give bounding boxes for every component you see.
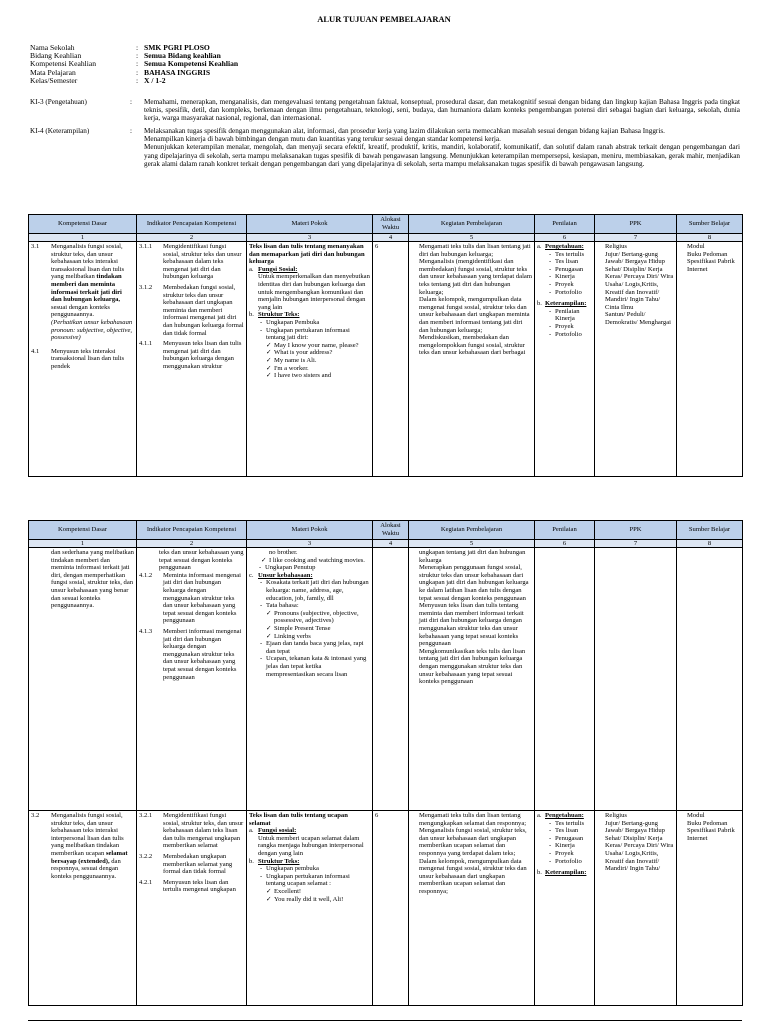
column-number: 8 [677,540,743,548]
kd-number: 3.1 [31,243,40,250]
material-cell [249,812,370,1004]
column-number: 7 [595,234,677,242]
indicator-number: 3.2.2 [139,852,153,860]
example-item: ✓ May I know your name, please? [274,342,370,350]
indicator-text: Meminta informasi mengenai jati diri dan hubungan keluarga dengan menggunakan struktur teks dan unsur kebahasaan yang tepat sesuai dengan konteks penggunaan [163,571,242,625]
activity-item: • Mengamati teks tulis dan lisan tentang jati diri dan hubungan keluarga; [419,243,532,258]
indicator-cell [139,549,244,809]
assessment-item: - Kinerja [555,273,592,281]
indicator-text: Membedakan fungsi sosial, struktur teks dan unsur kebahasaan dari ungkapan meminta dan memberi informasi mengenai jati diri dan hubungan keluarga formal dan tidak formal [163,283,244,337]
ppk-item: • Santun/ Peduli/ Demokratis/ Menghargai [605,311,674,326]
activity-text: ungkapan tentang jati diri dan hubungan keluarga [419,549,526,564]
ki3-row [30,98,740,123]
column-number: 1 [29,540,137,548]
example-item: ✓ Pronouns (subjective, objective, possessive, adjectives) [274,610,370,625]
column-header: Alokasi Waktu [373,521,409,540]
material-heading: Struktur Teks: [258,857,300,865]
assessment-cell [537,549,592,809]
list-marker: a. [249,265,254,273]
column-header: Indikator Pencapaian Kompetensi [137,215,247,234]
example-item: ✓ I'm a worker. [274,365,370,373]
syllabus-table-1 [28,214,743,477]
column-number: 1 [29,234,137,242]
assessment-item: - Proyek [555,850,592,858]
kd-note: (Perhatikan unsur kebahasaan pronoun: subjective, objective, possessive) [51,318,133,342]
source-item: • Buku Pedoman Spesifikasi Pabrik [687,820,740,835]
indicator-text: Mengidentifikasi fungsi sosial, struktur teks, dan unsur kebahasaan dalam teks lisan dan tulis mengenai ungkapan memberikan selamat [163,812,244,850]
ki3-label: KI-3 (Pengetahuan) [30,98,87,106]
material-item: - Ungkapan pertukaran informasi tentang jati diri: [266,327,370,342]
column-number: 8 [677,234,743,242]
column-header: Penilaian [535,521,595,540]
ppk-item: • Religius [605,812,674,820]
ki4-row [30,127,740,168]
assessment-item: - Portofolio [555,331,592,339]
identity-block [30,44,238,85]
activity-item: • Menerapkan penggunaan fungsi sosial, struktur teks dan unsur kebahasaan dari ungkapan jati diri dan hubungan keluarga ke dalam latihan lisan dan tulis dengan tepat sesuai dengan konteks penggunaan [419,564,532,602]
info-label: Kelas/Semester [30,75,78,85]
indicator-item [139,572,244,625]
indicator-item [139,284,244,337]
column-header: Penilaian [535,215,595,234]
activity-item: • Mengkomunikasikan teks tulis dan lisan tentang jati diri dan hubungan keluarga dengan menggunakan struktur teks dan unsur kebahasaan yang tepat sesuai konteks penggunaan [419,648,532,686]
colon: : [130,127,132,135]
ki4-text-3: Menunjukkan keterampilan menalar, mengolah, dan menyaji secara efektif, kreatif, produktif, kritis, mandiri, kolaboratif, komunikatif, dan solutif dalam ranah abstrak terkait dengan pengembangan dari yang dipelajarinya di sekolah, serta mampu melaksanakan tugas spesifik di bawah pengawasan langsung. Menunjukkan keterampilan mempersepsi, kesiapan, meniru, membiasakan, gerak mahir, menjadikan gerak alami dalam ranah konkret terkait dengan pengembangan dari yang dipelajarinya di sekolah, serta mampu melaksanakan tugas spesifik di bawah pengawasan langsung. [144,143,740,168]
header-row [29,521,743,540]
kd-text-bold: tindakan memberi dan meminta informasi terkait jati diri dan hubungan keluarga, [51,273,122,304]
column-number: 7 [595,540,677,548]
material-cell [249,243,370,475]
indicator-cell [139,243,244,475]
source-item: • Buku Pedoman Spesifikasi Pabrik [687,251,740,266]
assessment-item: - Portofolio [555,289,592,297]
kd-text: Menganalisis fungsi sosial, struktur teks, dan unsur kebahasaan teks interaksi transaksional lisan dan tulis yang melibatkan [51,243,125,281]
activity-item: • Menyusun teks lisan dan tulis tentang meminta dan memberi informasi terkait jati diri dan hubungan keluarga dengan menggunakan struktur teks dan unsur kebahasaan yang tepat sesuai konteks penggunaan [419,602,532,648]
example-item: ✓ Excellent! [274,888,370,896]
indicator-number: 4.2.1 [139,878,153,886]
assessment-item: - Portofolio [555,858,592,866]
column-header: Sumber Belajar [677,215,743,234]
column-number: 6 [535,234,595,242]
kd-cell [31,243,134,475]
material-text: no brother. [269,549,298,556]
list-marker: a. [537,243,542,250]
kd-number: 3.2 [31,812,40,819]
ppk-item: • Jujur/ Bertang-gung Jawab/ Bergaya Hidup Sehat/ Disiplin/ Kerja Keras/ Percaya Diri/ Wira Usaha/ Logis,Kritis, Kreatif dan Inovatif/ Mandiri/ Ingin Tahu/ [605,820,674,873]
kd-cell [31,812,134,1004]
number-row [29,540,743,548]
kd-cell: dan sederhana yang melibatkan tindakan memberi dan meminta informasi terkait jati diri, dengan memperhatikan fungsi sosial, struktur teks, dan unsur kebahasaan yang benar dan sesuai konteks penggunaannya. [51,549,134,610]
indicator-item [139,812,244,850]
assessment-item: - Tes lisan [555,827,592,835]
info-row [30,77,238,85]
ki4-text-2: Menampilkan kinerja di bawah bimbingan dengan mutu dan kuantitas yang terukur sesuai dengan standar kompetensi kerja. [144,135,501,144]
ppk-cell [597,812,674,1004]
activity-cell [411,812,532,1004]
ki4-text-1: Melaksanakan tugas spesifik dengan menggunakan alat, informasi, dan prosedur kerja yang lazim dilakukan serta memecahkan masalah sesuai dengan bidang kajian Bahasa Inggris. [144,127,665,135]
column-header: PPK [595,215,677,234]
indicator-text: Menyusun teks lisan dan tulis mengenai jati diri dan hubungan keluarga dengan menggunakan struktur [163,340,242,370]
indicator-number: 4.1.2 [139,571,153,579]
list-marker: b. [537,300,542,308]
list-marker: b. [249,857,254,865]
assessment-item: - Penugasan [555,835,592,843]
info-label: Nama Sekolah [30,43,75,52]
info-value: SMK PGRI PLOSO [144,43,210,52]
column-number: 3 [247,234,373,242]
info-value: Semua Kompetensi Keahlian [144,59,239,69]
assessment-item: - Proyek [555,281,592,289]
column-header: Materi Pokok [247,215,373,234]
assessment-item: - Penugasan [555,266,592,274]
indicator-number: 3.1.2 [139,283,153,291]
indicator-text: Memberi informasi mengenai jati diri dan hubungan keluarga dengan menggunakan struktur teks dan unsur kebahasaan yang tepat sesuai dengan konteks penggunaan [163,627,242,681]
activity-item: • Mengamati teks tulis dan lisan tentang mengungkapkan selamat dan responnya; [419,812,532,827]
colon: : [135,51,139,61]
material-item: - Ucapan, tekanan kata & intonasi yang jelas dan tepat ketika mempresentasikan secara lisan [266,655,370,678]
colon: : [135,75,139,85]
header-row [29,215,743,234]
material-item: - Ejaan dan tanda baca yang jelas, rapi dan tepat [266,640,370,655]
column-header: Alokasi Waktu [373,215,409,234]
indicator-item [139,879,244,894]
column-header: Kompetensi Dasar [29,215,137,234]
material-item: - Ungkapan pertukaran informasi tentang ucapan selamat : [266,873,370,888]
source-cell [679,812,740,1004]
ppk-item: • Jujur/ Bertang-gung Jawab/ Bergaya Hidup Sehat/ Disiplin/ Kerja Keras/ Percaya Diri/ Wira Usaha/ Logis,Kritis, Kreatif dan Inovatif/ Mandiri/ Ingin Tahu/ Cinta Ilmu [605,251,674,312]
source-cell [679,243,740,475]
column-number: 2 [137,234,247,242]
source-item: • Internet [687,266,740,274]
indicator-item [139,853,244,876]
assessment-item: - Kinerja [555,842,592,850]
colon: : [135,43,139,52]
indicator-number: 4.1.3 [139,627,153,635]
activity-item: • Mendiskusikan, membedakan dan mengelompokkan fungsi sosial, struktur teks dan unsur kebahasaan dari berbagai [419,334,532,357]
indicator-text: Mengidentifikasi fungsi sosial, struktur teks dan unsur kebahasaan dalam teks mengenai jati diri dan hubungan keluarga [163,243,242,281]
material-item: - Ungkapan Penutup [265,564,370,572]
source-item: • Modul [687,812,740,820]
example-item: ✓ I like cooking and watching movies. [269,557,370,565]
list-marker: b. [537,869,542,877]
column-header: Kegiatan Pembelajaran [409,521,535,540]
assessment-item: - Tes tertulis [555,251,592,259]
info-label: Mata Pelajaran [30,67,76,77]
page-title: ALUR TUJUAN PEMBELAJARAN [317,14,451,24]
material-title: Teks lisan dan tulis tentang menanyakan dan memaparkan jati diri dan hubungan keluarga [249,243,365,266]
column-header: Materi Pokok [247,521,373,540]
material-heading: Struktur Teks: [258,311,300,319]
source-item: • Internet [687,835,740,843]
table-row [29,242,743,477]
list-marker: c. [249,571,254,579]
assessment-heading: Pengetahuan: [545,812,584,819]
activity-cell [411,549,532,809]
column-number: 2 [137,540,247,548]
kd-text: Menyusun teks interaksi transaksional lisan dan tulis pendek [51,347,125,370]
number-row [29,234,743,242]
info-label: Bidang Keahlian [30,51,82,61]
indicator-number: 3.1.1 [139,243,153,250]
kd-text: dan responnya, sesuai dengan konteks penggunaannya. [51,857,121,880]
material-item: - Ungkapan Pembuka [266,319,370,327]
indicator-item [139,340,244,370]
assessment-heading: Keterampilan: [545,300,587,308]
activity-item: • Menganalisis fungsi sosial, struktur teks, dan unsur kebahasaan dari ungkapan memberikan ucapan selamat dan responnya yang terdapat dalam teks; [419,827,532,857]
column-header: Indikator Pencapaian Kompetensi [137,521,247,540]
example-item: ✓ My name is Ali. [274,357,370,365]
example-item: ✓ I have two sisters and [274,372,370,380]
list-marker: a. [537,812,542,819]
info-label: Kompetensi Keahlian [30,59,97,69]
indicator-number: 4.1.1 [139,340,153,348]
ki4-label: KI-4 (Keterampilan) [30,127,90,135]
colon: : [135,67,139,77]
page-bottom-rule [28,1020,742,1021]
syllabus-table-2 [28,520,743,1006]
source-item: • Modul [687,243,740,251]
time-cell [375,549,406,809]
table-row [29,548,743,811]
example-item: ✓ What is your address? [274,349,370,357]
ppk-cell [597,243,674,475]
activity-item: • Menganalisis (mengidentifikasi dan membedakan) fungsi sosial, struktur teks dan unsur kebahasaan yang terdapat dalam teks tentang jati diri dan hubungan keluarga; [419,258,532,296]
info-value: X / 1-2 [144,75,166,85]
column-header: Sumber Belajar [677,521,743,540]
material-item: - Ungkapan pembuka [266,865,370,873]
column-number: 4 [373,234,409,242]
material-title: Teks lisan dan tulis tentang ucapan selamat [249,812,348,827]
material-heading: Fungsi Sosial: [258,265,298,273]
assessment-item: - Proyek [555,323,592,331]
assessment-item: - Tes tertulis [555,820,592,828]
time-cell: 6 [375,243,379,250]
info-value: Semua Bidang keahlian [144,51,221,61]
column-number: 5 [409,540,535,548]
column-number: 5 [409,234,535,242]
list-marker: b. [249,311,254,319]
example-item: ✓ You really did it well, Ali! [274,896,370,904]
kd-text: Menganalisis fungsi sosial, struktur teks, dan unsur kebahasaan teks interaksi interpersonal lisan dan tulis yang melibatkan tindakan memberikan ucapan [51,812,124,857]
ki3-text: Memahami, menerapkan, menganalisis, dan mengevaluasi tentang pengetahuan faktual, konseptual, prosedural dasar, dan metakognitif sesuai dengan bidang dan lingkup kajian Bahasa Inggris pada tingkat teknis, spesifik, detil, dan kompleks, berkenaan dengan ilmu pengetahuan, teknologi, seni, budaya, dan humaniora dalam konteks pengembangan potensi diri sebagai bagian dari keluarga, sekolah, dunia kerja, warga masyarakat nasional, regional, dan internasional. [144,98,740,123]
indicator-cell [139,812,244,1004]
column-header: Kegiatan Pembelajaran [409,215,535,234]
column-number: 3 [247,540,373,548]
indicator-text: Membedakan ungkapan memberikan selamat yang formal dan tidak formal [163,852,233,876]
material-text: Untuk memperkenalkan dan menyebutkan identitas diri dan hubungan keluarga dan untuk mengembangkan komunikasi dan menjalin hubungan interpersonal dengan yang lain [258,273,370,311]
indicator-item [139,243,244,281]
info-value: BAHASA INGGRIS [144,67,211,77]
ppk-item: • Religius [605,243,674,251]
source-cell [679,549,740,809]
colon: : [135,59,139,69]
activity-item: • Dalam kelompok, mengumpulkan data mengenai fungsi sosial, struktur teks dan unsur kebahasaan dari ungkapan meminta dan memberi informasi tentang jati diri dan hubungan keluarga; [419,296,532,334]
column-number: 4 [373,540,409,548]
column-header: Kompetensi Dasar [29,521,137,540]
material-cell [249,549,370,809]
assessment-item: - Penilaian Kinerja [555,308,592,323]
example-item: ✓ Linking verbs [274,633,370,641]
assessment-heading: Keterampilan: [545,869,587,877]
column-header: PPK [595,521,677,540]
material-heading: Unsur kebahasaan: [258,571,313,579]
list-marker: a. [249,827,254,835]
activity-item: • Dalam kelompok, mengumpulkan data mengenai fungsi sosial, struktur teks dan unsur kebahasaan dari ungkapan memberikan ucapan selamat dan responnya; [419,858,532,896]
ppk-cell [597,549,674,809]
indicator-text: Menyusun teks lisan dan tertulis mengenai ungkapan [163,878,236,894]
table-row [29,811,743,1006]
material-item: - Kosakata terkait jati diri dan hubungan keluarga: name, address, age, education, job, family, dll [266,579,370,602]
kd-text-bold: selamat bersayap (extended), [51,849,128,865]
assessment-item: - Tes lisan [555,258,592,266]
material-heading: Fungsi sosial: [258,827,297,835]
kd-text: sesuai dengan konteks penggunaannya. [51,303,110,319]
indicator-text: teks dan unsur kebahasaan yang tepat sesuai dengan konteks penggunaan [159,549,244,572]
activity-cell [411,243,532,475]
indicator-number: 3.2.1 [139,812,153,819]
colon: : [130,98,132,106]
assessment-cell [537,243,592,475]
time-cell: 6 [375,812,379,819]
assessment-heading: Pengetahuan: [545,243,584,250]
example-item: ✓ Simple Present Tense [274,625,370,633]
column-number: 6 [535,540,595,548]
kd-number: 4.1 [31,347,40,355]
material-item: - Tata bahasa: [266,602,370,610]
indicator-item [139,628,244,681]
material-text: Untuk memberi ucapan selamat dalam rangka menjaga hubungan interpersonal dengan yang lain [258,834,364,857]
assessment-cell [537,812,592,1004]
